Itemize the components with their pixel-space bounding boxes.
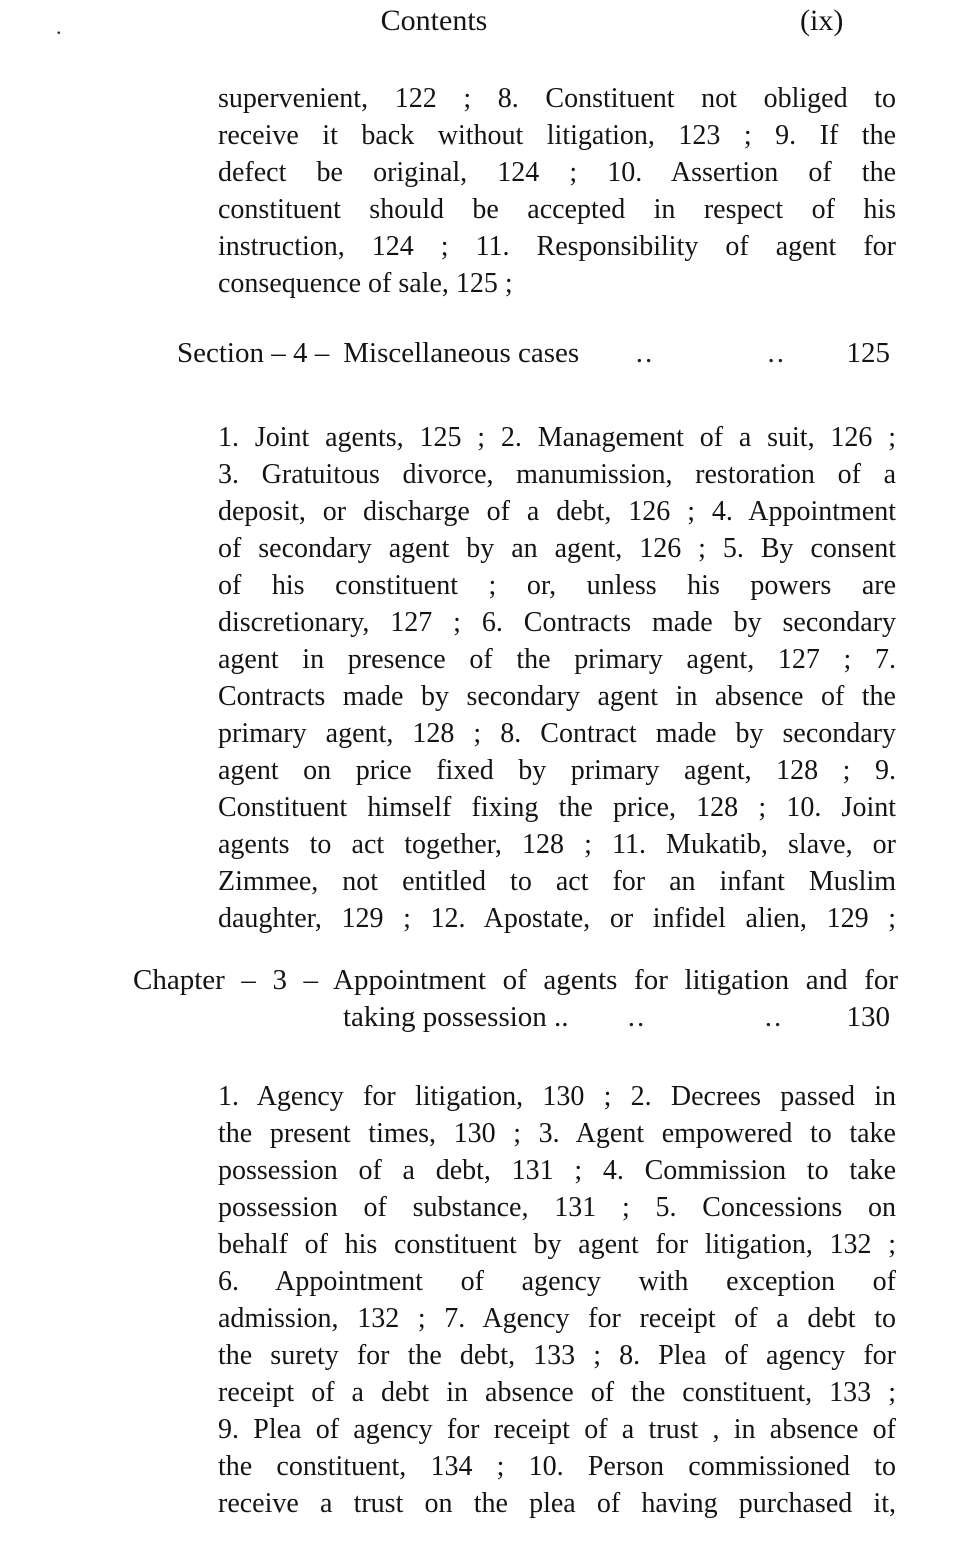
chapter-3-heading-line2 (343, 999, 890, 1036)
toc-line: instruction, 124 ; 11. Responsibility of agent for (218, 231, 896, 262)
toc-line: possession of a debt, 131 ; 4. Commission to take (218, 1155, 896, 1186)
toc-line: Contracts made by secondary agent in absence of the (218, 681, 896, 712)
dot-leader: .. (764, 1001, 784, 1033)
page-header (0, 0, 960, 44)
toc-line: 6. Appointment of agency with exception of (218, 1266, 896, 1297)
chapter-3-heading-line1: Chapter – 3 – Appointment of agents for litigation and for (133, 964, 898, 996)
folio-number: (ix) (800, 4, 844, 37)
toc-line: deposit, or discharge of a debt, 126 ; 4. Appointment (218, 496, 896, 527)
section-4-page-number: 125 (846, 337, 891, 369)
toc-line: Zimmee, not entitled to act for an infant Muslim (218, 866, 896, 897)
toc-line: receive it back without litigation, 123 ; 9. If the (218, 120, 896, 151)
toc-line: consequence of sale, 125 ; (218, 268, 513, 299)
toc-line: primary agent, 128 ; 8. Contract made by secondary (218, 718, 896, 749)
toc-line: of secondary agent by an agent, 126 ; 5. By consent (218, 533, 896, 564)
toc-line: supervenient, 122 ; 8. Constituent not obliged to (218, 83, 896, 114)
toc-paragraph-miscellaneous-subentries (218, 419, 896, 937)
toc-line: the constituent, 134 ; 10. Person commissioned to (218, 1451, 896, 1482)
toc-line: admission, 132 ; 7. Agency for receipt of a debt to (218, 1303, 896, 1334)
section-4-label: Section – 4 – (177, 337, 330, 369)
toc-line: 1. Agency for litigation, 130 ; 2. Decrees passed in (218, 1081, 896, 1112)
toc-line: agent in presence of the primary agent, 127 ; 7. (218, 644, 896, 675)
chapter-3-page-number: 130 (846, 1001, 890, 1033)
toc-line: constituent should be accepted in respect of his (218, 194, 896, 225)
toc-paragraph-litigation-subentries (218, 1078, 896, 1522)
dot-leader: .. (635, 337, 655, 369)
toc-line: Constituent himself fixing the price, 128 ; 10. Joint (218, 792, 896, 823)
toc-line: receipt of a debt in absence of the constituent, 133 ; (218, 1377, 896, 1408)
toc-line: possession of substance, 131 ; 5. Concessions on (218, 1192, 896, 1223)
toc-line: defect be original, 124 ; 10. Assertion of the (218, 157, 896, 188)
toc-line: discretionary, 127 ; 6. Contracts made by secondary (218, 607, 896, 638)
section-4-title: Miscellaneous cases (343, 337, 580, 369)
toc-line: behalf of his constituent by agent for litigation, 132 ; (218, 1229, 896, 1260)
toc-line: agent on price fixed by primary agent, 128 ; 9. (218, 755, 896, 786)
toc-line: 3. Gratuitous divorce, manumission, restoration of a (218, 459, 896, 490)
toc-line: of his constituent ; or, unless his powers are (218, 570, 896, 601)
toc-paragraph-sale-subentries (218, 80, 896, 302)
chapter-3-heading-continued: taking possession .. (343, 1001, 569, 1033)
toc-line: agents to act together, 128 ; 11. Mukatib, slave, or (218, 829, 896, 860)
toc-line: 9. Plea of agency for receipt of a trust , in absence of (218, 1414, 896, 1445)
section-4-heading-row (177, 335, 890, 372)
page-title: Contents (380, 4, 488, 37)
toc-line: the surety for the debt, 133 ; 8. Plea of agency for (218, 1340, 896, 1371)
toc-line: receive a trust on the plea of having purchased it, (218, 1488, 896, 1519)
toc-line: the present times, 130 ; 3. Agent empowered to take (218, 1118, 896, 1149)
dot-leader: .. (767, 337, 786, 369)
toc-line: daughter, 129 ; 12. Apostate, or infidel alien, 129 ; (218, 903, 896, 934)
stray-ink-mark: . (56, 14, 62, 39)
dot-leader: .. (627, 1001, 647, 1033)
toc-line: 1. Joint agents, 125 ; 2. Management of a suit, 126 ; (218, 422, 896, 453)
